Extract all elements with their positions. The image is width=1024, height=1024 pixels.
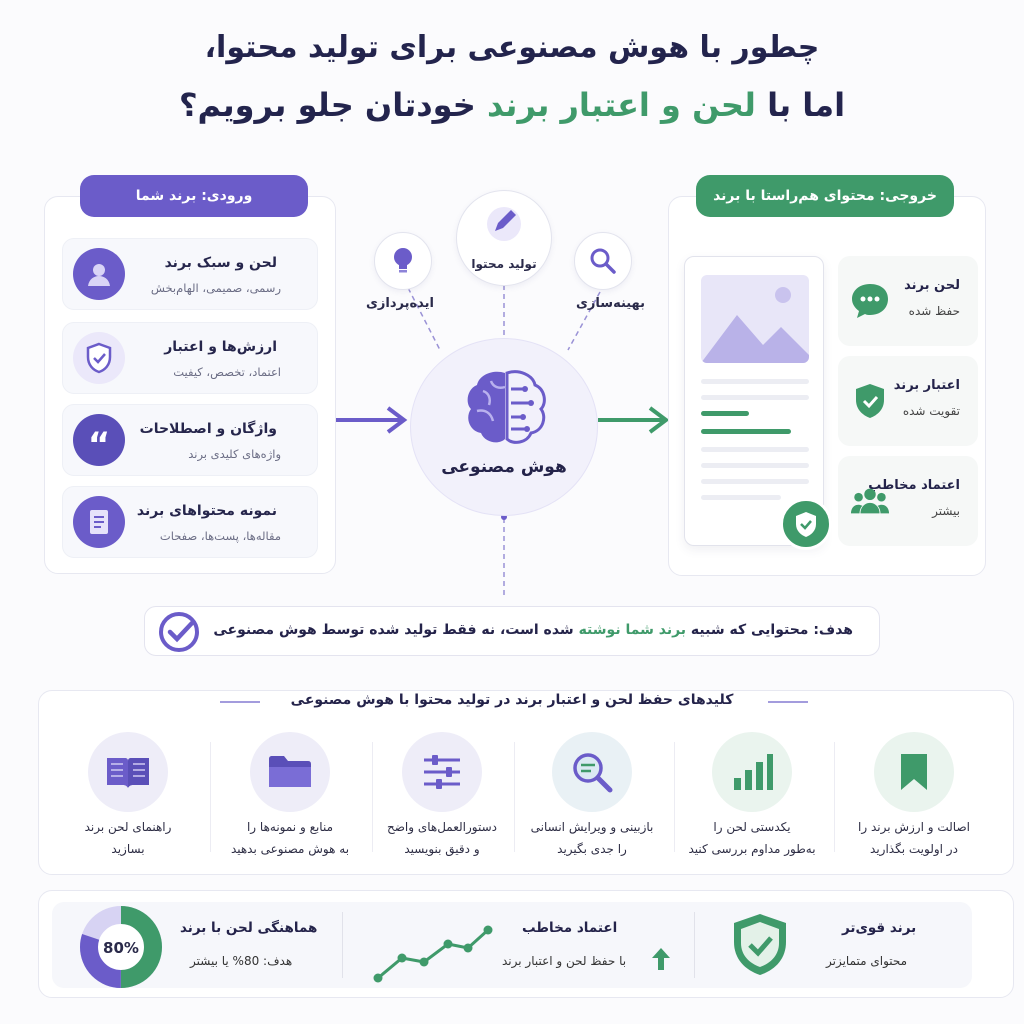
output-card-subtitle: بیشتر [932,504,960,518]
goal-prefix: هدف: محتوایی که شبیه [690,622,853,638]
keys-title: کلیدهای حفظ لحن و اعتبار برند در تولید محتوا با هوش مصنوعی [290,692,734,708]
tone-harmony-donut [78,904,164,990]
key-line1: اصالت و ارزش برند را [858,820,970,834]
magnifier-icon [552,732,632,812]
tone-harmony-title: هماهنگی لحن با برند [180,920,318,936]
bookmark-icon [874,732,954,812]
arrow-up-icon [652,948,670,974]
lightbulb-icon [374,232,432,290]
key-line2: به‌طور مداوم بررسی کنید [688,842,816,856]
image-placeholder-icon [701,275,809,363]
output-card-tone [838,256,978,346]
sliders-icon [402,732,482,812]
output-pill: خروجی: محتوای هم‌راستا با برند [696,175,954,217]
goal-suffix: شده است، نه فقط تولید شده توسط هوش مصنوعی [213,622,574,638]
audience-trust-title: اعتماد مخاطب [522,920,618,936]
output-card-credibility [838,356,978,446]
strong-brand-title: برند قوی‌تر [842,920,917,936]
tool-label-optimization: بهینه‌سازی [576,296,646,311]
title-highlight: لحن و اعتبار برند [486,86,756,124]
title-prefix: اما با [767,86,846,124]
tone-harmony-percent: 80% [103,939,139,957]
key-line1: بازبینی و ویرایش انسانی [530,820,654,834]
key-item-instructions [362,732,522,862]
brain-icon [463,367,549,447]
shield-check-icon [728,912,792,976]
input-card-subtitle: رسمی، صمیمی، الهام‌بخش [150,281,281,295]
ai-label: هوش مصنوعی [441,457,567,477]
goal-highlight: برند شما نوشته [578,622,687,638]
input-card-subtitle: اعتماد، تخصص، کیفیت [173,365,281,379]
key-item-consistency [672,732,832,862]
bottom-stats-inner [52,902,972,988]
chat-bubble-icon [850,281,890,321]
tool-label-ideation: ایده‌پردازی [366,296,435,311]
key-item-sources [210,732,370,862]
trend-line-icon [372,920,496,986]
key-line2: در اولویت بگذارید [870,842,958,856]
output-card-trust [838,456,978,546]
key-item-guide [48,732,208,862]
output-card-subtitle: تقویت شده [902,404,960,418]
key-line1: راهنمای لحن برند [84,820,172,834]
input-card-title: لحن و سبک برند [164,255,277,271]
key-line1: دستورالعمل‌های واضح [386,820,498,834]
pencil-icon [456,190,552,286]
verified-badge-icon [780,498,832,550]
input-card-title: ارزش‌ها و اعتبار [164,339,277,355]
key-item-review [512,732,672,862]
bar-chart-icon [712,732,792,812]
goal-banner [144,606,880,656]
output-card-title: اعتماد مخاطب [868,478,960,493]
key-line2: را جدی بگیرید [557,842,627,856]
ai-core [410,338,598,516]
page-title-line1: چطور با هوش مصنوعی برای تولید محتوا، [204,30,820,65]
checkmark-circle-icon [157,610,201,654]
key-line1: یکدستی لحن را [713,820,791,834]
output-card-subtitle: حفظ شده [908,304,960,318]
input-card-subtitle: مقاله‌ها، پست‌ها، صفحات [159,529,281,543]
key-item-authenticity [834,732,994,862]
goal-text [213,622,853,638]
key-line1: منابع و نمونه‌ها را [246,820,334,834]
output-card-title: لحن برند [904,278,960,293]
tool-label-content: تولید محتوا [471,257,537,271]
shield-check-icon [850,381,890,421]
audience-trust-subtitle: با حفظ لحن و اعتبار برند [502,954,627,968]
key-line2: به هوش مصنوعی بدهید [230,842,350,856]
book-icon [88,732,168,812]
input-pill: ورودی: برند شما [80,175,308,217]
key-line2: بسازید [111,842,145,856]
strong-brand-subtitle: محتوای متمایزتر [826,954,908,968]
input-card-title: نمونه محتواهای برند [136,503,277,519]
quote-icon: “ [73,414,125,466]
folder-icon [250,732,330,812]
output-card-title: اعتبار برند [893,378,960,393]
search-icon [574,232,632,290]
key-line2: و دقیق بنویسید [404,842,480,856]
tone-harmony-subtitle: هدف: 80% یا بیشتر [190,954,293,968]
title-suffix: خودتان جلو برویم؟ [178,86,476,124]
input-card-title: واژگان و اصطلاحات [139,421,277,437]
input-card-subtitle: واژه‌های کلیدی برند [188,447,281,461]
